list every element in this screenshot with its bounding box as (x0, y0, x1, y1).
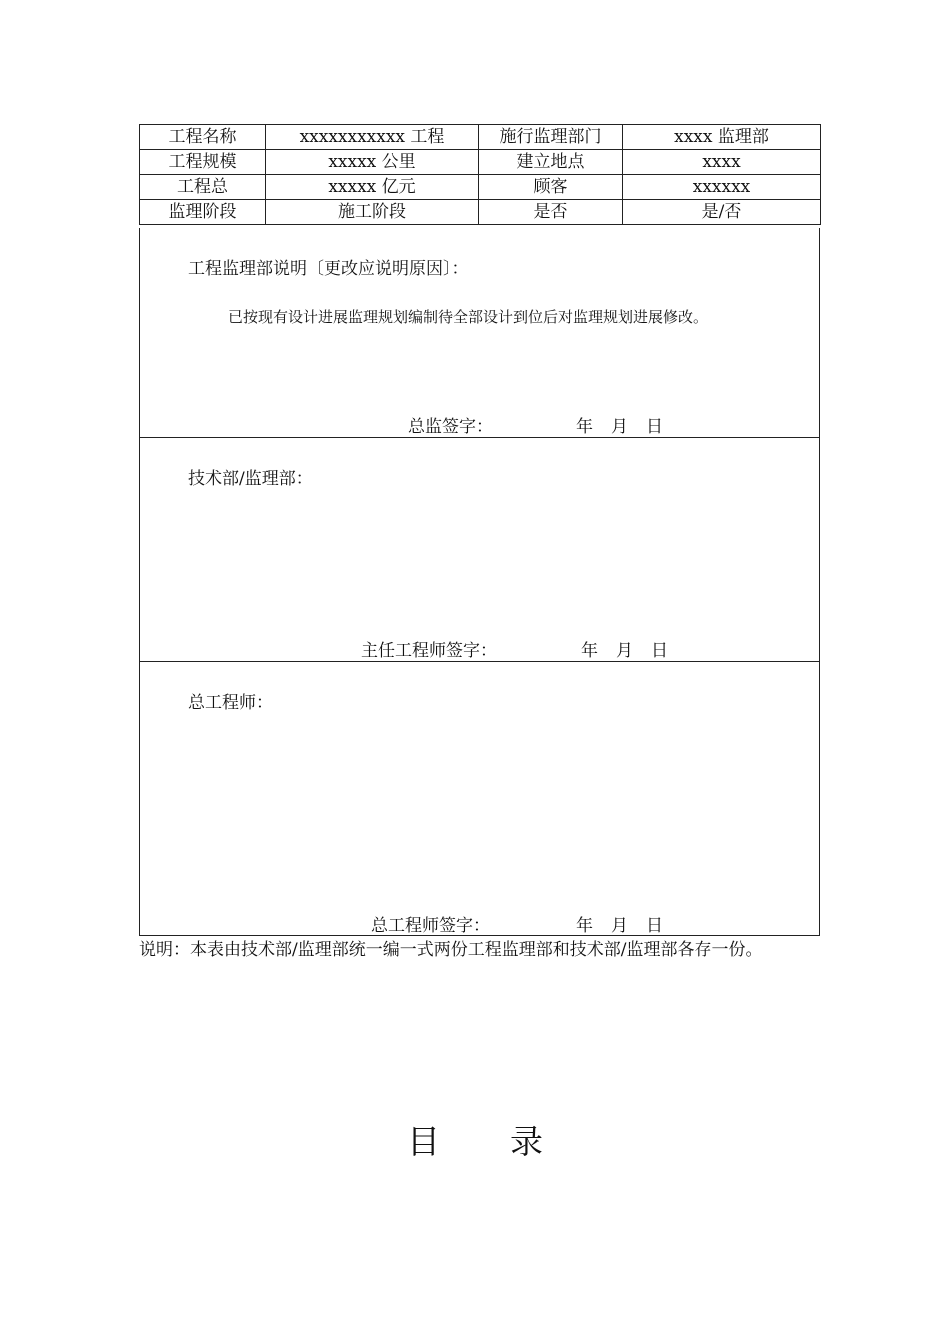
value-project-total: xxxxx 亿元 (266, 175, 479, 200)
signature-date (576, 911, 663, 936)
label-location: 建立地点 (479, 150, 623, 175)
toc-heading: 目录 (407, 1122, 613, 1161)
form-note: 说明：本表由技术部/监理部统一编一式两份工程监理部和技术部/监理部各存一份。 (139, 940, 763, 960)
section-title: 技术部/监理部： (188, 469, 313, 489)
value-project-scale: xxxxx 公里 (266, 150, 479, 175)
date-month: 月 (611, 417, 628, 437)
label-supervision-dept: 施行监理部门 (479, 125, 623, 150)
signature-date (581, 636, 668, 661)
date-year: 年 (581, 641, 598, 661)
value-yes-no: 是/否 (623, 200, 821, 225)
label-yes-no: 是否 (479, 200, 623, 225)
signature-date (576, 412, 663, 437)
date-day: 日 (646, 916, 663, 936)
value-supervision-dept: xxxx 监理部 (623, 125, 821, 150)
section-body-text: 已按现有设计进展监理规划编制待全部设计到位后对监理规划进展修改。 (228, 308, 709, 326)
value-project-name: xxxxxxxxxxx 工程 (266, 125, 479, 150)
chief-supervisor-signature-label: 总监签字： (408, 417, 493, 437)
table-row (140, 200, 821, 225)
technical-dept-section (139, 437, 820, 662)
date-day: 日 (651, 641, 668, 661)
label-project-total: 工程总 (140, 175, 266, 200)
label-client: 顾客 (479, 175, 623, 200)
date-year: 年 (576, 417, 593, 437)
chief-engineer-signature-label: 主任工程师签字： (361, 641, 497, 661)
project-info-table (139, 124, 821, 225)
date-year: 年 (576, 916, 593, 936)
value-supervision-stage: 施工阶段 (266, 200, 479, 225)
section-title: 总工程师： (188, 693, 273, 713)
section-title: 工程监理部说明〔更改应说明原因〕： (188, 259, 469, 279)
date-month: 月 (616, 641, 633, 661)
table-row (140, 150, 821, 175)
value-location: xxxx (623, 150, 821, 175)
general-engineer-section (139, 661, 820, 936)
value-client: xxxxxx (623, 175, 821, 200)
supervision-dept-section (139, 228, 820, 438)
label-project-scale: 工程规模 (140, 150, 266, 175)
general-engineer-signature-label: 总工程师签字： (371, 916, 490, 936)
label-supervision-stage: 监理阶段 (140, 200, 266, 225)
date-day: 日 (646, 417, 663, 437)
date-month: 月 (611, 916, 628, 936)
table-row (140, 125, 821, 150)
label-project-name: 工程名称 (140, 125, 266, 150)
table-row (140, 175, 821, 200)
